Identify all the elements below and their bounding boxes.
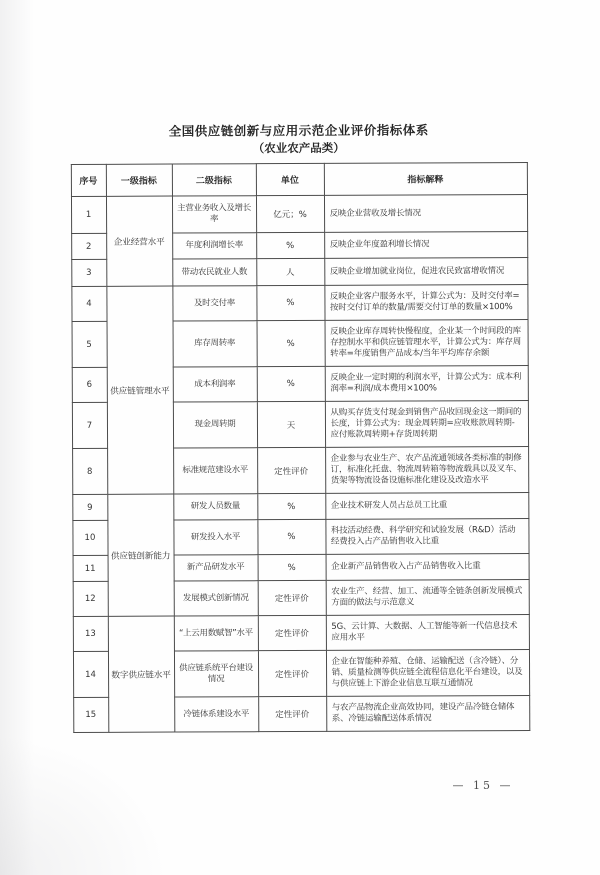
cell-explanation: 科技活动经费、科学研究和试验发展（R&D）活动经费投入占产品销售收入比重 (325, 519, 528, 555)
cell-indicator: 现金周转期 (173, 402, 257, 448)
cell-explanation: 5G、云计算、大数据、人工智能等新一代信息技术应用水平 (326, 615, 529, 651)
cell-unit: % (257, 519, 325, 554)
cell-explanation: 从购买存货支付现金到销售产品收回现金这一期间的长度，计算公式为：现金周转期=应收账款周转期-应付账款周转期+存货周转期 (325, 401, 528, 448)
cell-explanation: 反映企业增加就业岗位，促进农民致富增收情况 (324, 258, 527, 286)
cell-unit: 定性评价 (257, 447, 325, 493)
cell-seq: 15 (73, 697, 108, 732)
cell-seq: 2 (71, 233, 106, 259)
cell-explanation: 反映企业年度盈利增长情况 (324, 232, 527, 259)
cell-indicator: 发展模式创新情况 (174, 581, 258, 616)
cell-unit: 定性评价 (258, 615, 326, 650)
table-row (71, 285, 527, 322)
table-row (71, 195, 527, 234)
indicator-table (70, 162, 529, 733)
cell-indicator: 库存周转率 (173, 321, 257, 367)
cell-indicator: 研发投入水平 (173, 520, 257, 555)
column-header-level2: 二级指标 (172, 164, 256, 196)
cell-unit: % (257, 320, 325, 366)
cell-indicator: “上云用数赋智”水平 (174, 616, 258, 651)
column-header-unit: 单位 (256, 163, 324, 195)
cell-seq: 12 (73, 581, 108, 616)
scan-edge-shadow-bottom-left (0, 735, 170, 875)
cell-seq: 14 (73, 651, 108, 697)
cell-explanation: 反映企业营收及增长情况 (324, 195, 527, 233)
document-subtitle: （农业农产品类） (252, 140, 345, 156)
cell-seq: 3 (71, 259, 106, 286)
cell-seq: 6 (72, 367, 107, 402)
cell-explanation: 反映企业客户服务水平，计算公式为：及时交付率=按时交付订单的数量/需要交付订单的数量×100% (324, 285, 527, 321)
document-title: 全国供应链创新与应用示范企业评价指标体系 (168, 122, 429, 139)
cell-seq: 13 (73, 616, 108, 651)
cell-indicator: 供应链系统平台建设情况 (174, 651, 258, 697)
table-row (72, 493, 528, 521)
cell-explanation: 企业技术研发人员占总员工比重 (325, 493, 528, 520)
cell-unit: 人 (256, 258, 324, 285)
cell-unit: 亿元；% (256, 195, 324, 232)
cell-unit: % (258, 554, 326, 580)
cell-seq: 8 (72, 448, 107, 494)
table-row (73, 615, 529, 652)
cell-indicator: 冷链体系建设水平 (174, 697, 258, 732)
table-header-row (71, 163, 527, 197)
cell-indicator: 带动农民就业人数 (172, 259, 256, 286)
cell-seq: 11 (73, 555, 108, 581)
cell-indicator: 年度利润增长率 (172, 233, 256, 259)
cell-seq: 10 (72, 520, 107, 555)
cell-unit: % (257, 493, 325, 519)
cell-seq: 1 (71, 196, 106, 233)
cell-explanation: 反映企业一定时期的利润水平，计算公式为：成本利润率=利润/成本费用×100% (325, 366, 528, 402)
cell-seq: 5 (72, 321, 107, 367)
cell-seq: 4 (71, 286, 106, 321)
cell-indicator: 及时交付率 (172, 286, 256, 321)
column-header-explanation: 指标解释 (324, 163, 527, 196)
cell-explanation: 企业在智能种养殖、仓储、运输配送（含冷链）、分销、质量检测等供应链全流程信息化平台建设，以及与供应链上下游企业信息互联互通情况 (326, 650, 529, 697)
cell-indicator: 研发人员数量 (173, 494, 257, 520)
cell-group-innovation-capability: 供应链创新能力 (107, 494, 174, 616)
cell-unit: % (257, 366, 325, 401)
cell-group-digital-supply-chain: 数字供应链水平 (108, 616, 175, 732)
cell-unit: 定性评价 (258, 650, 326, 696)
cell-group-supply-chain-management: 供应链管理水平 (106, 286, 173, 494)
cell-explanation: 企业新产品销售收入占产品销售收入比重 (326, 554, 529, 581)
cell-indicator: 成本利润率 (173, 367, 257, 402)
cell-unit: % (256, 285, 324, 320)
cell-explanation: 与农产品物流企业高效协同，建设产品冷链仓储体系、冷链运输配送体系情况 (326, 696, 529, 732)
cell-explanation: 农业生产、经营、加工、流通等全链条创新发展模式方面的做法与示范意义 (326, 580, 529, 616)
cell-seq: 9 (72, 494, 107, 520)
cell-unit: 定性评价 (258, 580, 326, 615)
page-number: — 15 — (452, 779, 514, 792)
cell-explanation: 反映企业库存周转快慢程度，企业某一个时间段的库存控制水平和供应链管理水平，计算公式为：库存周转率=年度销售产品成本/当年平均库存余额 (325, 320, 528, 367)
column-header-level1: 一级指标 (106, 164, 172, 196)
cell-explanation: 企业参与农业生产、农产品流通领域各类标准的制修订，标准化托盘、物流周转箱等物流载具以及叉车、货架等物流设备设施标准化建设及改造水平 (325, 447, 528, 494)
cell-unit: 定性评价 (258, 696, 326, 731)
column-header-seq: 序号 (71, 164, 106, 196)
cell-unit: % (256, 232, 324, 258)
cell-seq: 7 (72, 402, 107, 448)
cell-indicator: 主营业务收入及增长率 (172, 196, 256, 233)
cell-group-business-level: 企业经营水平 (106, 196, 172, 286)
cell-indicator: 新产品研发水平 (174, 555, 258, 581)
cell-indicator: 标准规范建设水平 (173, 448, 257, 494)
cell-unit: 天 (257, 401, 325, 447)
